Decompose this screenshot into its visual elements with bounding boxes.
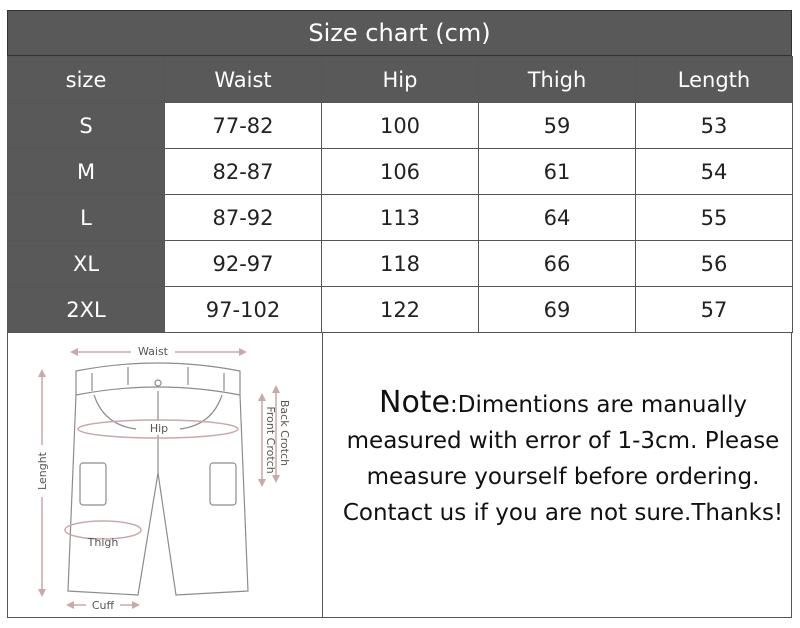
hip-cell: 106 xyxy=(322,149,479,195)
front-crotch-arrow-top xyxy=(258,393,266,401)
shorts-illustration xyxy=(8,333,322,617)
note-label: Note xyxy=(379,385,451,420)
size-cell: 2XL xyxy=(8,287,165,333)
waist-cell: 92-97 xyxy=(165,241,322,287)
table-row xyxy=(8,195,793,241)
length-label: Lenght xyxy=(36,452,49,490)
waist-arrow-left xyxy=(70,348,78,356)
size-cell: S xyxy=(8,103,165,149)
hip-cell: 122 xyxy=(322,287,479,333)
length-cell: 56 xyxy=(636,241,793,287)
cuff-arrow-right xyxy=(132,601,140,609)
thigh-cell: 59 xyxy=(479,103,636,149)
thigh-cell: 69 xyxy=(479,287,636,333)
length-arrow-top xyxy=(38,369,46,377)
length-cell: 55 xyxy=(636,195,793,241)
waist-cell: 82-87 xyxy=(165,149,322,195)
size-cell: L xyxy=(8,195,165,241)
back-crotch-arrow-bottom xyxy=(272,475,280,483)
size-cell: XL xyxy=(8,241,165,287)
length-cell: 54 xyxy=(636,149,793,195)
note-text xyxy=(338,385,788,531)
thigh-cell: 64 xyxy=(479,195,636,241)
shorts-outline xyxy=(68,363,248,595)
thigh-cell: 66 xyxy=(479,241,636,287)
note-box xyxy=(322,333,791,617)
waist-cell: 77-82 xyxy=(165,103,322,149)
size-table xyxy=(7,56,793,333)
cuff-arrow-left xyxy=(66,601,74,609)
table-row xyxy=(8,103,793,149)
header-row xyxy=(8,57,793,103)
waist-cell: 97-102 xyxy=(165,287,322,333)
shorts-diagram xyxy=(8,333,323,617)
cuff-label: Cuff xyxy=(91,599,115,612)
hip-cell: 100 xyxy=(322,103,479,149)
header-waist: Waist xyxy=(165,57,322,103)
table-row xyxy=(8,241,793,287)
thigh-label: Thigh xyxy=(87,536,119,549)
header-hip: Hip xyxy=(322,57,479,103)
size-cell: M xyxy=(8,149,165,195)
front-crotch-label: Front Crotch xyxy=(264,406,277,474)
hip-cell: 113 xyxy=(322,195,479,241)
length-cell: 53 xyxy=(636,103,793,149)
header-size: size xyxy=(8,57,165,103)
back-crotch-label: Back Crotch xyxy=(278,399,291,467)
size-chart-sheet xyxy=(7,10,792,618)
front-crotch-arrow-bottom xyxy=(258,479,266,487)
waist-arrow-right xyxy=(239,348,247,356)
waist-cell: 87-92 xyxy=(165,195,322,241)
chart-title: Size chart (cm) xyxy=(7,10,792,56)
note-body: :Dimentions are manually measured with error of 1-3cm. Please measure yourself before ordering. Contact us if you are not sure.Thanks! xyxy=(342,392,784,526)
back-crotch-arrow-top xyxy=(272,385,280,393)
waist-label: Waist xyxy=(137,345,169,358)
length-arrow-bottom xyxy=(38,589,46,597)
hip-label: Hip xyxy=(149,422,169,435)
table-row xyxy=(8,287,793,333)
length-cell: 57 xyxy=(636,287,793,333)
header-length: Length xyxy=(636,57,793,103)
table-row xyxy=(8,149,793,195)
hip-cell: 118 xyxy=(322,241,479,287)
header-thigh: Thigh xyxy=(479,57,636,103)
thigh-cell: 61 xyxy=(479,149,636,195)
info-panel xyxy=(7,332,792,618)
